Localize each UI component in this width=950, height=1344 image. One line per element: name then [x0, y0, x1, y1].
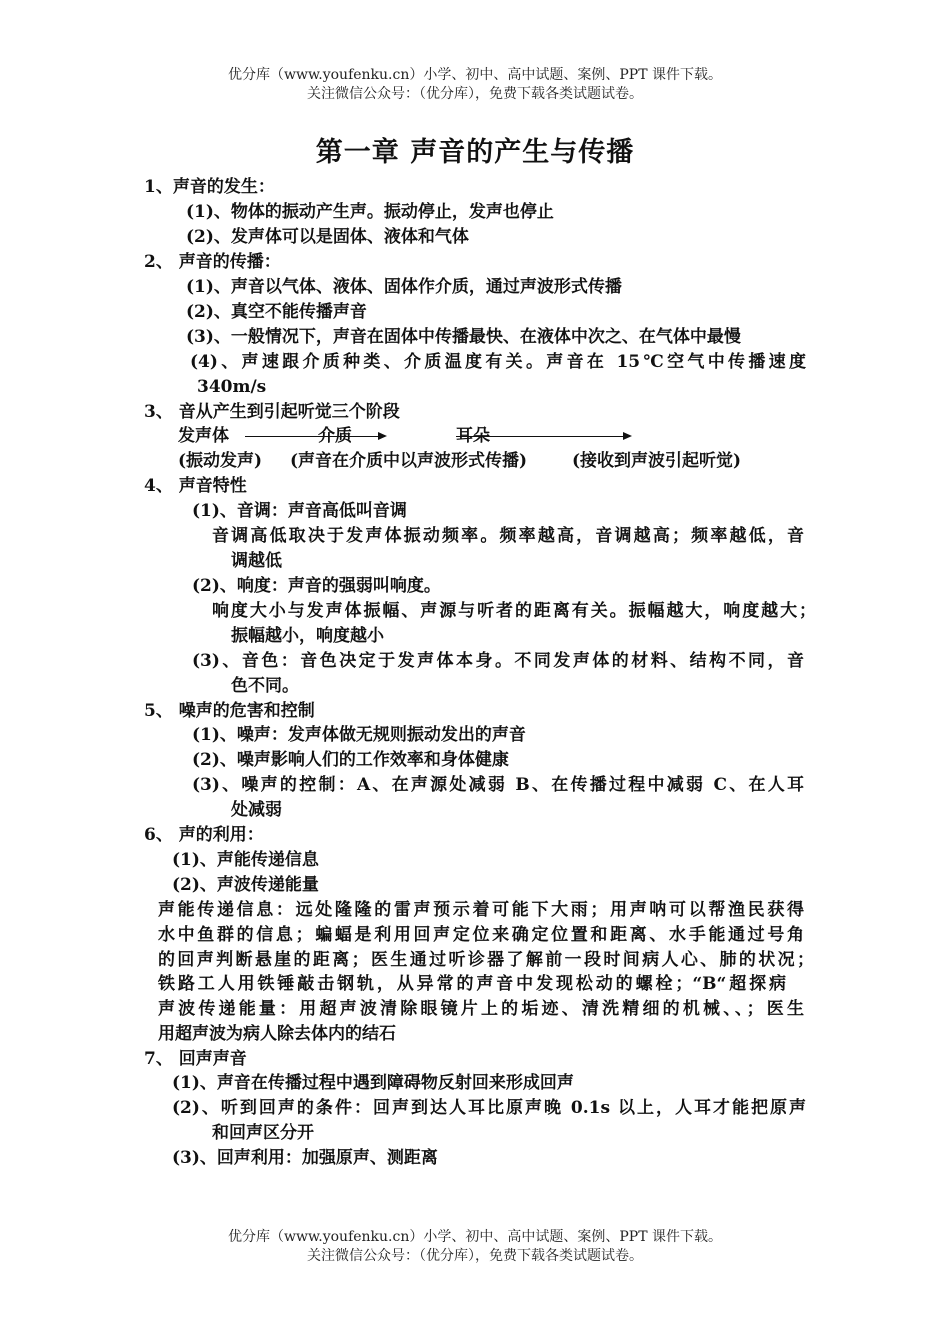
section-7-item-2-cont: 和回声区分开 [212, 1123, 314, 1143]
section-6-text-2: 水中鱼群的信息；蝙蝠是利用回声定位来确定位置和距离、水手能通过号角 [158, 925, 804, 945]
stage-source: 发声体 [178, 426, 229, 446]
section-1-item-1: (1)、物体的振动产生声。振动停止，发声也停止 [186, 202, 554, 222]
section-2-item-3: (3)、一般情况下，声音在固体中传播最快、在液体中次之、在气体中最慢 [186, 327, 741, 347]
section-7-item-2: (2)、听到回声的条件：回声到达人耳比原声晚 0.1s 以上，人耳才能把原声 [172, 1098, 806, 1118]
page-footer [0, 1228, 950, 1266]
section-1-item-2: (2)、发声体可以是固体、液体和气体 [186, 227, 469, 247]
stage-source-desc: (振动发声) [178, 451, 263, 471]
stage-ear-desc: (接收到声波引起听觉) [572, 451, 742, 471]
section-4-item-1-detail-cont: 调越低 [231, 551, 282, 571]
stage-medium-desc: (声音在介质中以声波形式传播) [290, 451, 528, 471]
stage-medium: 介质 [318, 426, 352, 446]
section-6-text-1: 声能传递信息：远处隆隆的雷声预示着可能下大雨；用声呐可以帮渔民获得 [158, 900, 804, 920]
section-5-item-2: (2)、噪声影响人们的工作效率和身体健康 [192, 750, 509, 770]
section-2-heading: 2、 声音的传播： [144, 252, 281, 272]
section-6-item-2: (2)、声波传递能量 [172, 875, 319, 895]
section-2-item-4-cont: 340m/s [197, 377, 267, 397]
footer-line-2: 关注微信公众号：（优分库），免费下载各类试题试卷。 [307, 1248, 643, 1264]
section-5-item-3-cont: 处减弱 [231, 800, 282, 820]
section-4-item-1-detail: 音调高低取决于发声体振动频率。频率越高，音调越高；频率越低，音 [212, 526, 804, 546]
section-4-item-3-cont: 色不同。 [231, 676, 299, 696]
header-line-2: 关注微信公众号：（优分库），免费下载各类试题试卷。 [307, 86, 643, 102]
section-4-item-2: (2)、响度：声音的强弱叫响度。 [192, 576, 441, 596]
section-6-text-3: 的回声判断悬崖的距离；医生通过听诊器了解前一段时间病人心、肺的状况； [158, 950, 814, 970]
footer-line-1: 优分库（www.youfenku.cn）小学、初中、高中试题、案例、PPT 课件下载。 [227, 1229, 722, 1245]
section-2-item-2: (2)、真空不能传播声音 [186, 302, 367, 322]
section-6-text-6: 用超声波为病人除去体内的结石 [158, 1024, 396, 1044]
section-5-item-3: (3)、噪声的控制：A、在声源处减弱 B、在传播过程中减弱 C、在人耳 [192, 775, 804, 795]
section-7-heading: 7、 回声声音 [144, 1049, 247, 1069]
section-6-item-1: (1)、声能传递信息 [172, 850, 319, 870]
arrow-1 [245, 436, 385, 437]
page-header [0, 66, 950, 104]
section-4-item-2-detail-cont: 振幅越小，响度越小 [231, 626, 384, 646]
section-5-item-1: (1)、噪声：发声体做无规则振动发出的声音 [192, 725, 526, 745]
stage-ear: 耳朵 [456, 426, 490, 446]
section-1-heading: 1、声音的发生： [144, 177, 275, 197]
section-7-item-3: (3)、回声利用：加强原声、测距离 [172, 1148, 438, 1168]
header-line-1: 优分库（www.youfenku.cn）小学、初中、高中试题、案例、PPT 课件下载。 [227, 67, 722, 83]
section-4-item-2-detail: 响度大小与发声体振幅、声源与听者的距离有关。振幅越大，响度越大； [212, 601, 816, 621]
chapter-title: 第一章 声音的产生与传播 [315, 137, 635, 168]
section-7-item-1: (1)、声音在传播过程中遇到障碍物反射回来形成回声 [172, 1073, 574, 1093]
section-2-item-4: (4)、声速跟介质种类、介质温度有关。声音在 15℃空气中传播速度 [190, 352, 806, 372]
section-6-text-5: 声波传递能量：用超声波清除眼镜片上的垢迹、清洗精细的机械、、；医生 [158, 999, 804, 1019]
section-5-heading: 5、 噪声的危害和控制 [144, 701, 315, 721]
section-2-item-1: (1)、声音以气体、液体、固体作介质，通过声波形式传播 [186, 277, 622, 297]
section-4-item-1: (1)、音调：声音高低叫音调 [192, 501, 407, 521]
section-4-heading: 4、 声音特性 [144, 476, 247, 496]
section-6-heading: 6、 声的利用： [144, 825, 264, 845]
arrow-2 [456, 436, 630, 437]
section-4-item-3: (3)、音色：音色决定于发声体本身。不同发声体的材料、结构不同，音 [192, 651, 804, 671]
section-6-text-4: 铁路工人用铁锤敲击钢轨，从异常的声音中发现松动的螺栓；“B“超探病 [158, 974, 786, 994]
section-3-heading: 3、 音从产生到引起听觉三个阶段 [144, 402, 400, 422]
